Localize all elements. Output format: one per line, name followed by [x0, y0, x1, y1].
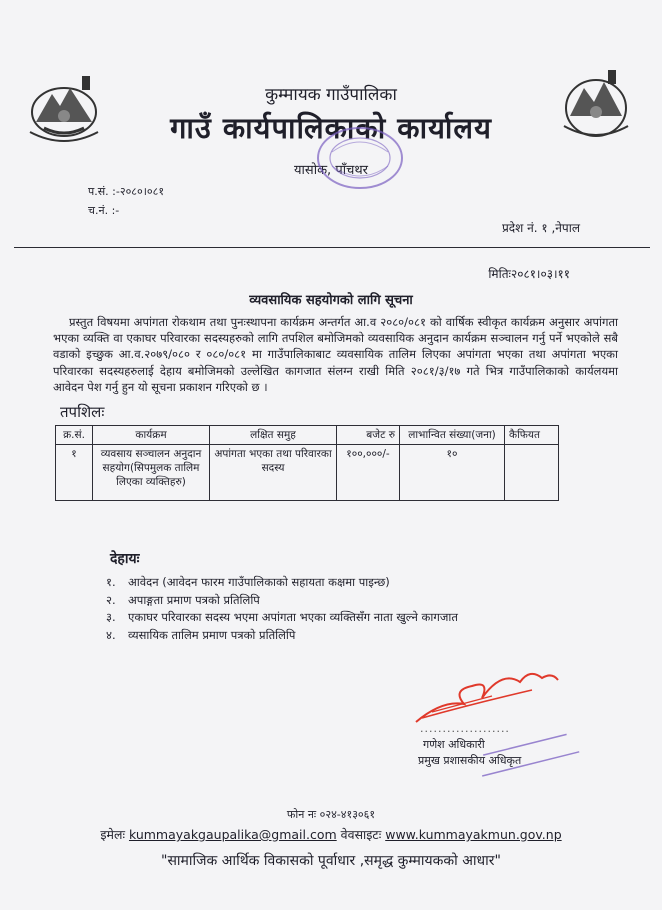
list-item: १. आवेदन (आवेदन फारम गाउँपालिकाको सहायता कक्षमा पाइन्छ)	[106, 575, 390, 589]
dispatch-number: च.नं. :-	[88, 204, 120, 217]
reference-number: प.सं. :-२०८०।०८१	[88, 185, 165, 198]
table-header-cell: लाभान्वित संख्या(जना)	[400, 426, 505, 445]
signatory-name: गणेश अधिकारी	[423, 738, 485, 751]
program-table	[55, 425, 559, 501]
table-header-cell: लक्षित समुह	[210, 426, 337, 445]
office-location: यासोक, पाँचथर	[294, 163, 368, 178]
province-label: प्रदेश नं. १ ,नेपाल	[501, 221, 580, 235]
footer-phone: फोन नः ०२४-४१३०६१	[286, 808, 376, 821]
notice-body: प्रस्तुत विषयमा अपांगता रोकथाम तथा पुनःस्थापना कार्यक्रम अन्तर्गत आ.व २०८०/०८१ को वार्षिक स्वीकृत कार्यक्रम अनुसार अपांगता भएका व्यक्ति वा एकाघर परिवारका सदस्यहरुको लागि तपशिल बमोजिमको व्यवसायिक अनुदान कार्यक्रम सञ्चालन गर्नु पर्ने भएकोले सबै वडाको इच्छुक आ.व.२०७९/०८० र ०८०/०८१ मा गाउँपालिकाबाट व्यवसायिक तालिम लिएका अपांगता भएका तथा अपांगता भएका परिवारका सदस्यहरुलाई देहाय बमोजिमको उल्लेखित कागजात संलग्न राखी मिति २०८१/३/१७ गते भित्र गाउँपालिकाको कार्यलयमा आवेदन पेश गर्नु हुन यो सूचना प्रकाशन गरिएको छ ।	[53, 315, 618, 394]
table-cell: १०	[400, 445, 505, 501]
email-link[interactable]: kummayakgaupalika@gmail.com	[128, 827, 337, 842]
table-cell: १	[56, 445, 93, 501]
email-label: इमेलः	[100, 827, 125, 842]
signatory-title: प्रमुख प्रशासकीय अधिकृत	[418, 754, 522, 767]
table-cell	[505, 445, 559, 501]
website-label: वेवसाइटः	[340, 827, 382, 842]
signature-line: ....................	[420, 722, 510, 735]
list-item: २. अपाङ्गता प्रमाण पत्रको प्रतिलिपि	[106, 592, 260, 607]
notice-title: व्यवसायिक सहयोगको लागि सूचना	[249, 293, 413, 308]
table-cell: अपांगता भएका तथा परिवारका सदस्य	[210, 445, 337, 501]
table-cell: १००,०००/-	[337, 445, 400, 501]
footer-slogan: "सामाजिक आर्थिक विकासको पूर्वाधार ,समृद्ध कुम्मायकको आधार"	[161, 853, 501, 869]
list-item: ३. एकाघर परिवारका सदस्य भएमा अपांगता भएका व्यक्तिसँग नाता खुल्ने कागजात	[106, 610, 458, 624]
requirements-title: देहायः	[110, 551, 140, 567]
requirements-list	[106, 574, 458, 644]
table-header-cell: कार्यक्रम	[93, 426, 210, 445]
table-row	[56, 445, 559, 501]
office-title: गाउँ कार्यपालिकाको कार्यालय	[170, 111, 492, 145]
list-item: ४. व्यसायिक तालिम प्रमाण पत्रको प्रतिलिपि	[106, 627, 296, 642]
table-header-cell: कैफियत	[505, 426, 559, 445]
table-header-cell: बजेट रु	[337, 426, 400, 445]
table-header-row	[56, 426, 559, 445]
office-stamp-icon	[314, 122, 406, 194]
details-label: तपशिलः	[60, 403, 105, 421]
officer-stamp-icon	[474, 722, 584, 784]
footer-contact	[0, 826, 662, 843]
table-header-cell: क्र.सं.	[56, 426, 93, 445]
website-link[interactable]: www.kummayakmun.gov.np	[385, 827, 562, 842]
handwritten-signature-icon	[412, 660, 562, 730]
municipality-name: कुम्मायक गाउँपालिका	[265, 85, 397, 105]
notice-date: मितिः२०८१।०३।११	[488, 267, 570, 281]
table-cell: व्यवसाय सञ्चालन अनुदान सहयोग(सिपमुलक तालिम लिएका व्यक्तिहरु)	[93, 445, 210, 501]
header-divider	[14, 247, 650, 248]
